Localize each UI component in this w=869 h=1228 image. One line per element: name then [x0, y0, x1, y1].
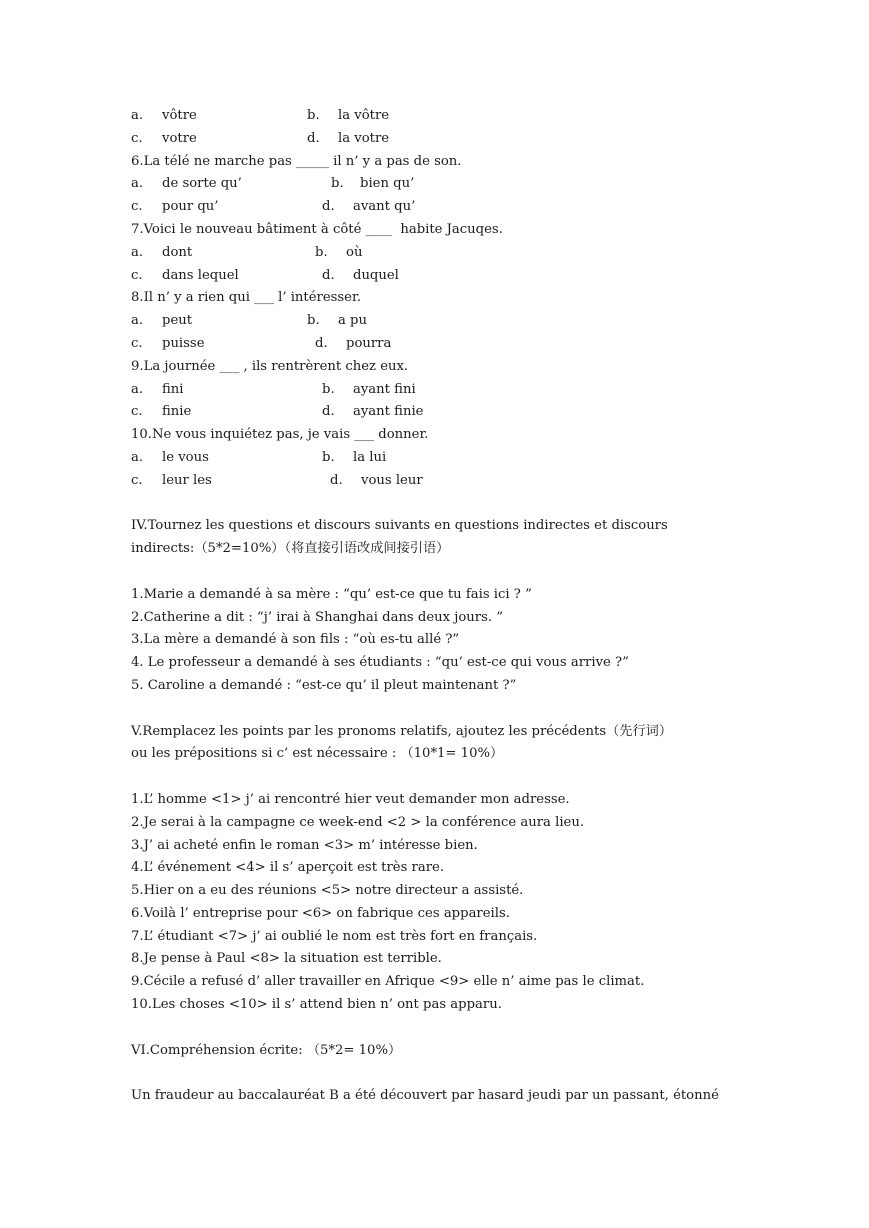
list-item: 9.Cécile a refusé d’ aller travailler en Afrique <9> elle n’ aime pas le climat.	[131, 974, 645, 990]
option-key: d.	[330, 472, 343, 488]
option-text: la lui	[353, 449, 387, 465]
list-item: 2.Catherine a dit : “j’ irai à Shanghai dans deux jours. ”	[131, 609, 503, 625]
reading-paragraph: Un fraudeur au baccalauréat B a été découvert par hasard jeudi par un passant, étonné	[131, 1088, 719, 1104]
list-item: 10.Les choses <10> il s’ attend bien n’ ont pas apparu.	[131, 997, 502, 1013]
option-text: pour qu’	[162, 199, 219, 215]
list-item: 2.Je serai à la campagne ce week-end <2 > la conférence aura lieu.	[131, 814, 585, 830]
option-key: d.	[322, 199, 335, 215]
option-text: votre	[162, 130, 197, 146]
option-text: le vous	[162, 449, 209, 465]
question-7: 7.Voici le nouveau bâtiment à côté ____ habite Jacuqes.	[131, 221, 503, 237]
list-item: 4.L’ événement <4> il s’ aperçoit est très rare.	[131, 860, 445, 876]
option-text: puisse	[162, 335, 205, 351]
option-key: d.	[322, 404, 335, 420]
section-6-heading: VI.Compréhension écrite: （5*2= 10%）	[131, 1042, 402, 1058]
list-item: 1.Marie a demandé à sa mère : “qu’ est-ce que tu fais ici ? ”	[131, 586, 532, 602]
option-row	[131, 333, 741, 356]
option-row	[131, 128, 741, 151]
option-text: la votre	[338, 130, 390, 146]
option-key: a.	[131, 381, 144, 397]
option-key: c.	[131, 199, 143, 215]
question-8: 8.Il n’ y a rien qui ___ l’ intéresser.	[131, 290, 362, 306]
spacer	[131, 1062, 741, 1085]
option-text: finie	[162, 404, 192, 420]
option-key: b.	[331, 176, 344, 192]
question-6: 6.La télé ne marche pas _____ il n’ y a pas de son.	[131, 153, 462, 169]
section-4-heading-cont: indirects:（5*2=10%）（将直接引语改成间接引语）	[131, 541, 450, 557]
option-key: c.	[131, 404, 143, 420]
option-text: vôtre	[162, 108, 197, 123]
option-key: c.	[131, 130, 143, 146]
option-text: dans lequel	[162, 267, 239, 283]
option-text: ayant finie	[353, 404, 424, 420]
option-key: d.	[322, 267, 335, 283]
option-text: a pu	[338, 313, 367, 329]
option-row	[131, 379, 741, 402]
option-row	[131, 447, 741, 470]
option-key: a.	[131, 449, 144, 465]
option-row	[131, 242, 741, 265]
option-row	[131, 196, 741, 219]
spacer	[131, 493, 741, 516]
option-key: d.	[315, 335, 328, 351]
list-item: 1.L’ homme <1> j’ ai rencontré hier veut demander mon adresse.	[131, 791, 570, 807]
option-row	[131, 470, 741, 493]
spacer	[131, 561, 741, 584]
section-4-heading: IV.Tournez les questions et discours suivants en questions indirectes et discours	[131, 518, 668, 534]
list-item: 5. Caroline a demandé : “est-ce qu’ il pleut maintenant ?”	[131, 677, 517, 693]
option-text: de sorte qu’	[162, 176, 242, 192]
spacer	[131, 766, 741, 789]
spacer	[131, 698, 741, 721]
option-text: peut	[162, 313, 193, 329]
option-text: pourra	[346, 335, 392, 351]
list-item: 3.La mère a demandé à son fils : “où es-tu allé ?”	[131, 632, 460, 648]
option-key: b.	[307, 108, 320, 123]
option-key: b.	[315, 244, 328, 260]
option-text: duquel	[353, 267, 399, 283]
option-text: bien qu’	[360, 176, 415, 192]
option-row	[131, 265, 741, 288]
section-5-heading: V.Remplacez les points par les pronoms relatifs, ajoutez les précédents（先行词）	[131, 723, 673, 739]
list-item: 7.L’ étudiant <7> j’ ai oublié le nom est très fort en français.	[131, 928, 538, 944]
option-key: c.	[131, 472, 143, 488]
option-key: d.	[307, 130, 320, 146]
section-5-heading-cont: ou les prépositions si c’ est nécessaire : （10*1= 10%）	[131, 746, 504, 762]
document-page	[131, 105, 741, 1108]
question-9: 9.La journée ___ , ils rentrèrent chez eux.	[131, 358, 409, 374]
option-key: c.	[131, 267, 143, 283]
option-text: où	[346, 244, 363, 260]
option-key: a.	[131, 313, 144, 329]
option-row	[131, 401, 741, 424]
list-item: 6.Voilà l’ entreprise pour <6> on fabrique ces appareils.	[131, 905, 510, 921]
option-row	[131, 173, 741, 196]
spacer	[131, 1017, 741, 1040]
list-item: 8.Je pense à Paul <8> la situation est terrible.	[131, 951, 442, 967]
question-10: 10.Ne vous inquiétez pas, je vais ___ donner.	[131, 427, 429, 443]
list-item: 5.Hier on a eu des réunions <5> notre directeur a assisté.	[131, 883, 524, 899]
option-row	[131, 105, 741, 128]
option-row	[131, 310, 741, 333]
list-item: 4. Le professeur a demandé à ses étudiants : “qu’ est-ce qui vous arrive ?”	[131, 655, 629, 671]
option-text: ayant fini	[353, 381, 416, 397]
option-text: dont	[162, 244, 193, 260]
option-key: b.	[307, 313, 320, 329]
option-key: c.	[131, 335, 143, 351]
option-text: leur les	[162, 472, 212, 488]
option-key: a.	[131, 176, 144, 192]
option-key: a.	[131, 244, 144, 260]
option-key: a.	[131, 108, 144, 123]
option-text: la vôtre	[338, 108, 390, 123]
list-item: 3.J’ ai acheté enfin le roman <3> m’ intéresse bien.	[131, 837, 478, 853]
option-text: vous leur	[361, 472, 423, 488]
option-text: fini	[162, 381, 184, 397]
option-key: b.	[322, 381, 335, 397]
option-text: avant qu’	[353, 199, 416, 215]
option-key: b.	[322, 449, 335, 465]
